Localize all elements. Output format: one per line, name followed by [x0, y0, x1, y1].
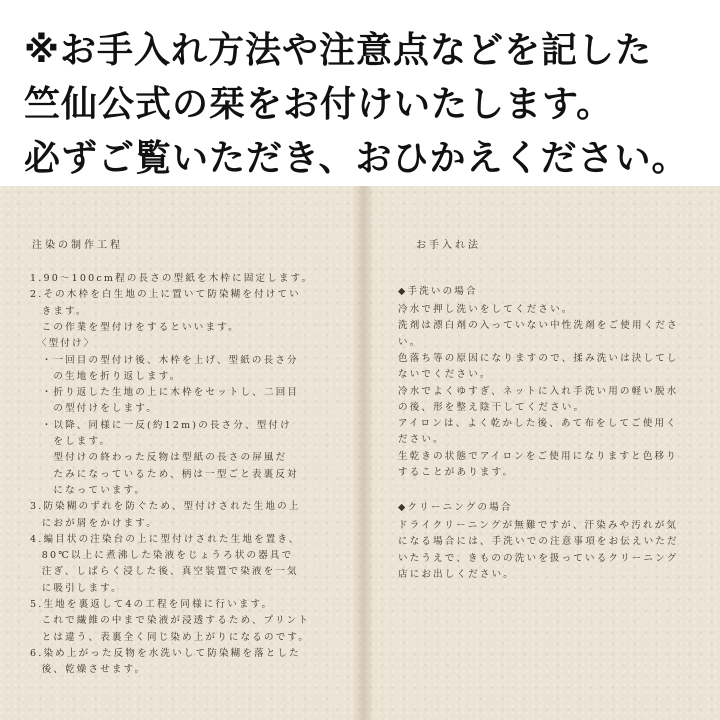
- hand-wash-text-line: 洗剤は漂白剤の入っていない中性洗剤をご使用くださ: [398, 320, 679, 332]
- hand-wash-text-line: ないでください。: [398, 369, 492, 381]
- hand-wash-text-line: 冷水で押し洗いをしてください。: [398, 304, 574, 315]
- left-page-title: 注染の制作工程: [32, 240, 123, 251]
- hand-wash-text-line: 生乾きの状態でアイロンをご使用になりますと色移り: [398, 450, 678, 462]
- left-page-text-line: とは違う、表裏全く同じ染め上がりになるのです。: [30, 631, 311, 643]
- left-page-text-line: ・以降、同様に一反(約12m)の長さ分、型付け: [30, 419, 292, 431]
- hand-wash-text-line: い。: [398, 336, 422, 348]
- hand-wash-text-line: 色落ち等の原因になりますので、揉み洗いは決してし: [398, 352, 679, 364]
- left-page-text-line: 6.染め上がった反物を水洗いして防染糊を落とした: [30, 647, 301, 659]
- left-page-text-line: の生地を折り返します。: [30, 370, 182, 382]
- left-page-text-line: 4.編目状の注染台の上に型付けされた生地を置き、: [30, 533, 301, 545]
- hand-wash-text-line: アイロンは、よく乾かした後、あて布をしてご使用く: [398, 418, 678, 430]
- left-page-text-line: をします。: [30, 436, 112, 447]
- left-page-text-line: 〈型付け〉: [30, 338, 96, 350]
- cleaning-text-line: いたうえで、きものの洗いを扱っているクリーニング: [398, 552, 679, 564]
- booklet-spine: [352, 186, 374, 720]
- notice-line-1: ※お手入れ方法や注意点などを記した: [24, 30, 652, 71]
- care-booklet-photo: [0, 186, 720, 720]
- cleaning-text-line: になる場合には、手洗いでの注意事項をお伝えいただ: [398, 536, 679, 548]
- left-page-text-line: になっています。: [30, 484, 147, 496]
- right-page-title: お手入れ法: [416, 240, 481, 251]
- left-page-text-line: の型付けをします。: [30, 403, 158, 415]
- left-page-text-line: 後、乾燥させます。: [30, 664, 147, 676]
- left-page-text-line: ・一回目の型付け後、木枠を上げ、型紙の長さ分: [30, 354, 299, 366]
- left-page-production-process: [0, 186, 352, 720]
- left-page-text-line: 2.その木枠を白生地の上に置いて防染糊を付けてい: [30, 289, 301, 301]
- hand-wash-text-line: 冷水でよくゆすぎ、ネットに入れ手洗い用の軽い脱水: [398, 385, 679, 397]
- hand-wash-text-line: することがあります。: [398, 467, 515, 478]
- left-page-text-line: たみになっているため、柄は一型ごと表裏反対: [30, 468, 299, 480]
- cleaning-heading: ◆クリーニングの場合: [398, 502, 513, 513]
- left-page-text-line: 5.生地を裏返して4の工程を同様に行います。: [30, 599, 274, 610]
- left-page-text-line: 3.防染糊のずれを防ぐため、型付けされた生地の上: [30, 501, 301, 513]
- cleaning-text-line: 店にお出しください。: [398, 568, 516, 580]
- left-page-text-line: に吸引します。: [30, 582, 123, 594]
- left-page-text-line: この作業を型付けをするといいます。: [30, 321, 240, 333]
- left-page-text-line: ・折り返した生地の上に木枠をセットし、二回目: [30, 387, 300, 399]
- notice-line-3: 必ずご覧いただき、おひかえください。: [24, 138, 689, 179]
- right-page-care-instructions: [374, 186, 720, 720]
- notice-header: [0, 0, 720, 186]
- left-page-text-line: 80℃以上に煮沸した染液をじょうろ状の器具で: [30, 550, 294, 562]
- left-page-text-line: 注ぎ、しばらく浸した後、真空装置で染液を一気: [30, 566, 299, 578]
- hand-wash-heading: ◆手洗いの場合: [398, 286, 478, 297]
- hand-wash-text-line: の後、形を整え陰干してください。: [398, 401, 586, 413]
- left-page-text-line: 型付けの終わった反物は型紙の長さの屏風だ: [30, 452, 288, 464]
- left-page-text-line: これで繊維の中まで染液が浸透するため、プリント: [30, 615, 311, 627]
- left-page-text-line: 1.90〜100cm程の長さの型紙を木枠に固定します。: [30, 273, 314, 284]
- cleaning-text-line: ドライクリーニングが無難ですが、汗染みや汚れが気: [398, 520, 679, 531]
- hand-wash-text-line: ださい。: [398, 434, 445, 446]
- left-page-text-line: におが屑をかけます。: [30, 517, 158, 529]
- left-page-text-line: きます。: [30, 305, 88, 317]
- notice-line-2: 竺仙公式の栞をお付けいたします。: [24, 84, 614, 125]
